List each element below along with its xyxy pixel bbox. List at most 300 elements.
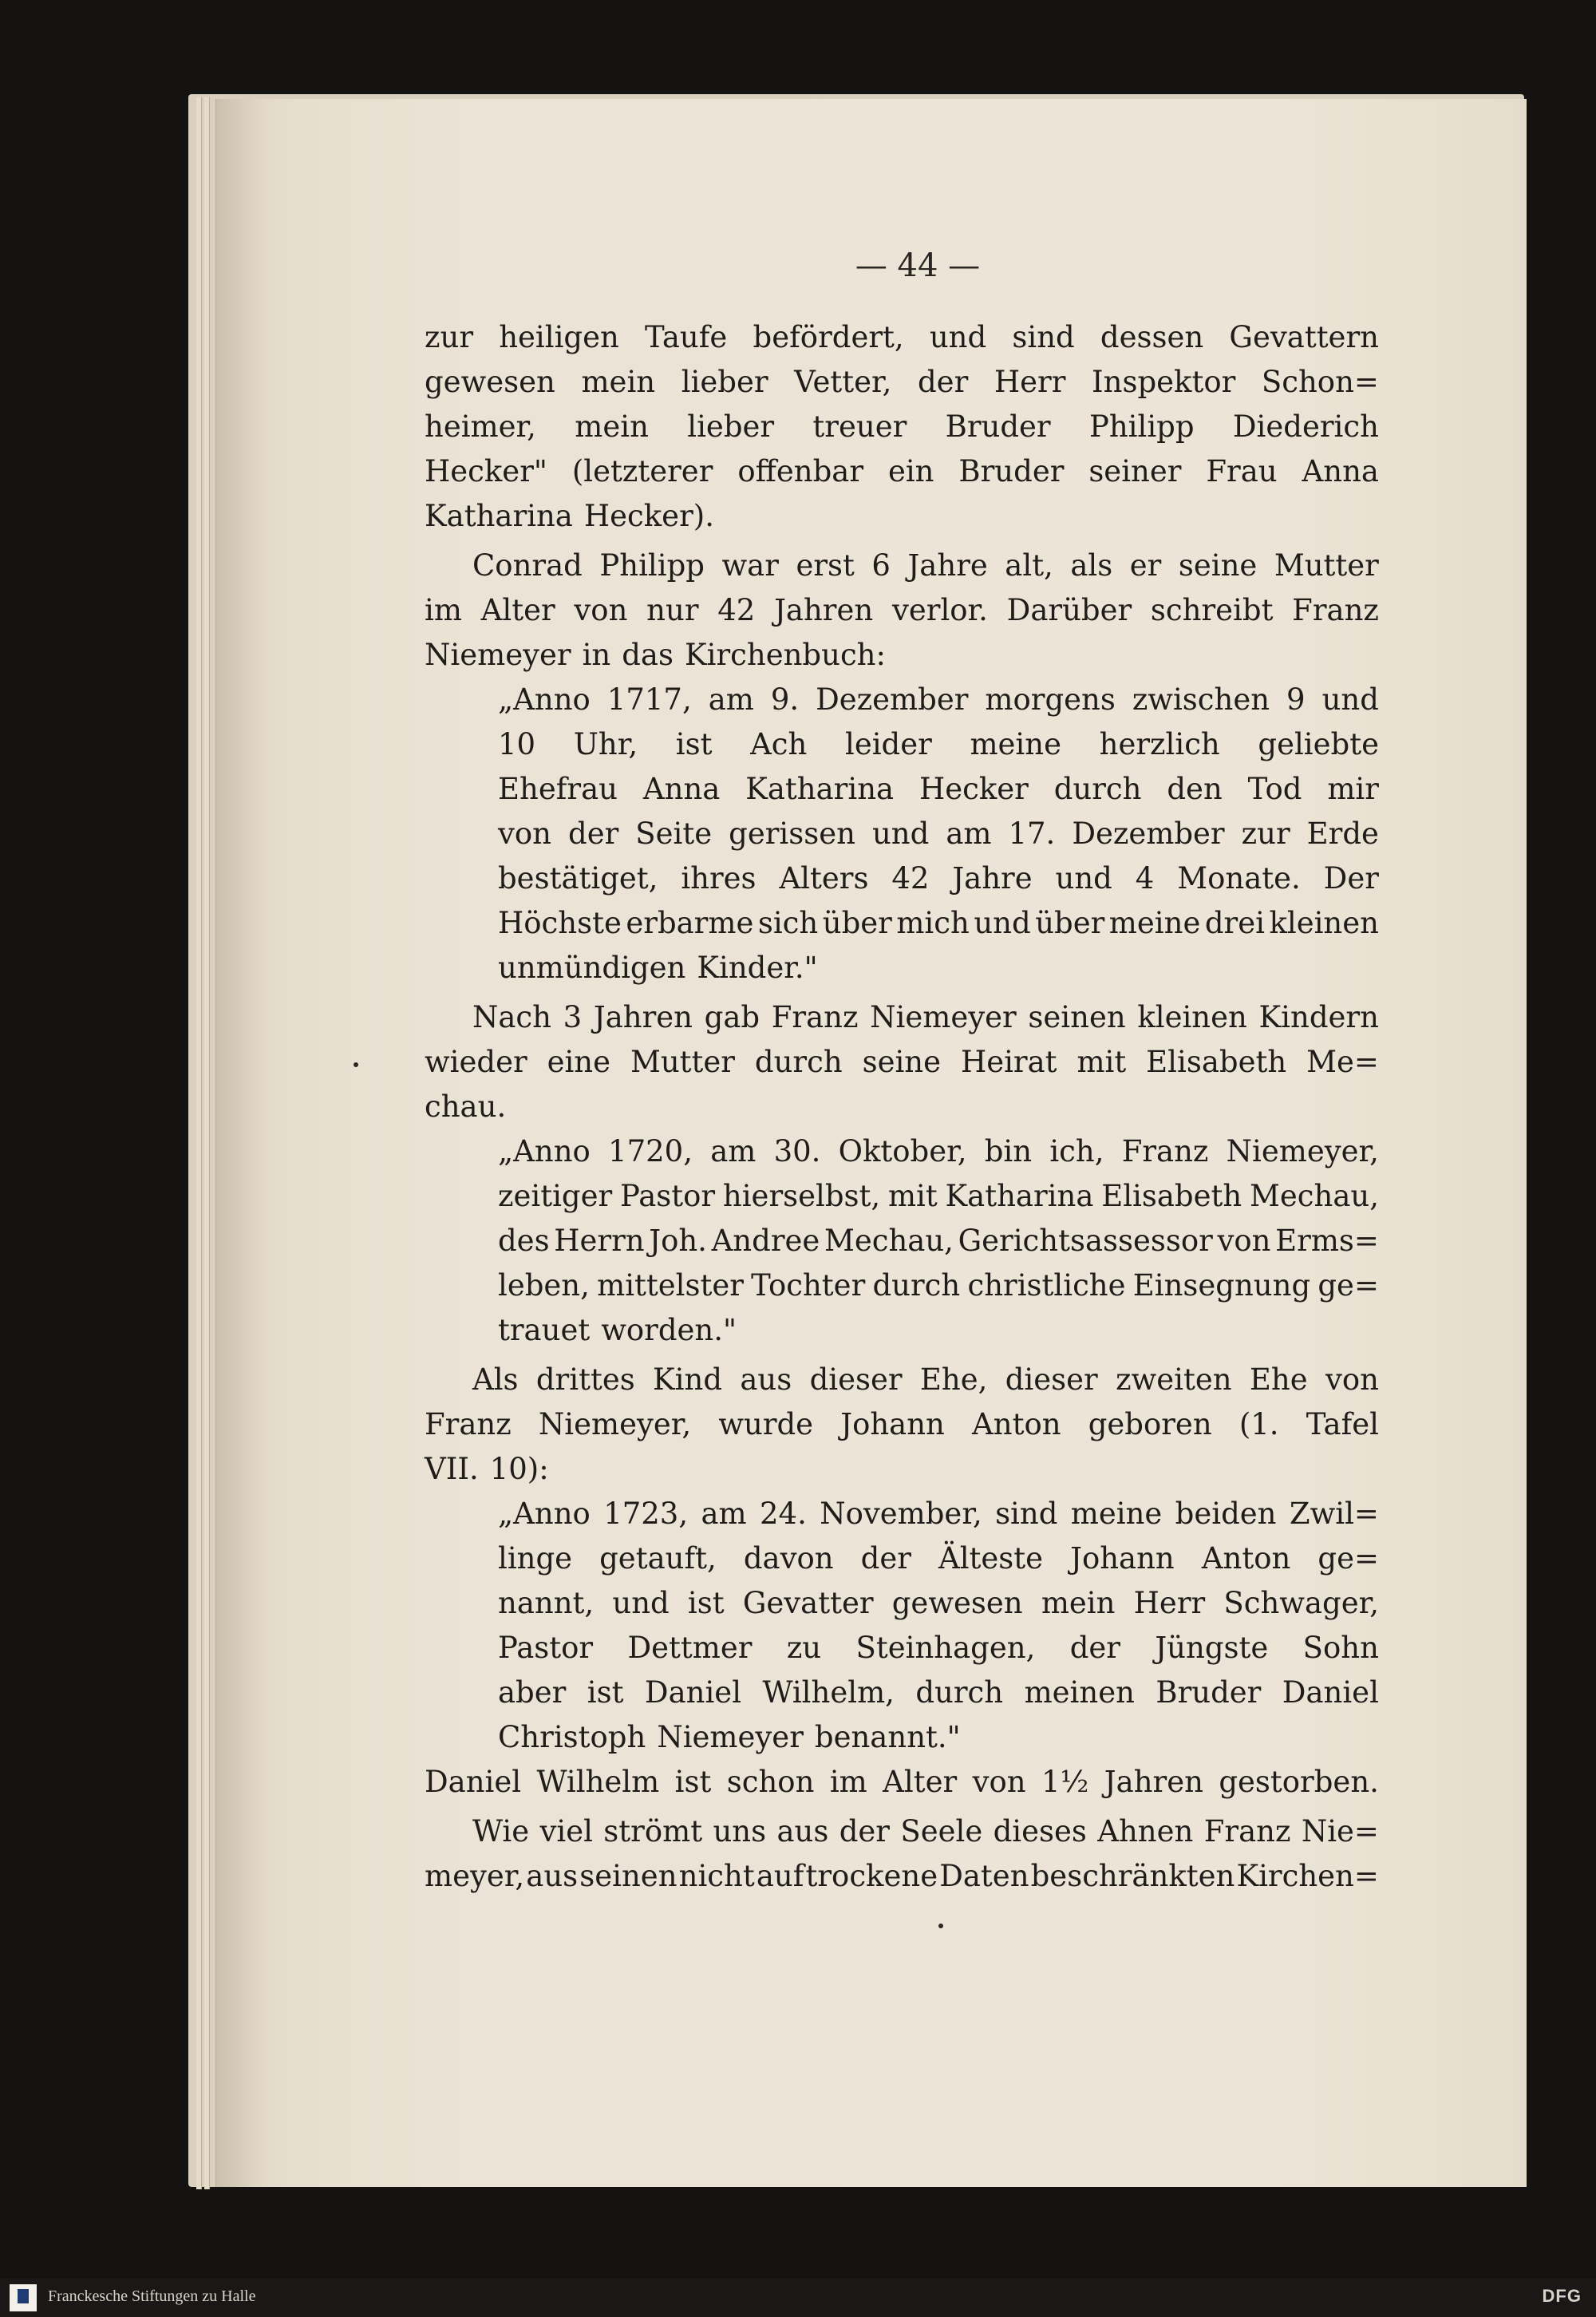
- word: als: [1070, 548, 1113, 583]
- word: befördert,: [753, 320, 904, 354]
- word: nur: [646, 593, 699, 627]
- word: 1½: [1041, 1765, 1089, 1799]
- word: ge=: [1317, 1541, 1379, 1576]
- word: Kinder.": [697, 951, 818, 985]
- word: davon: [743, 1541, 834, 1576]
- word: Niemeyer,: [1226, 1134, 1379, 1168]
- word: Franz: [1121, 1134, 1209, 1168]
- word: mein: [1041, 1586, 1116, 1620]
- word: wieder: [425, 1045, 527, 1079]
- word: Darüber: [1006, 593, 1132, 627]
- word: über: [1035, 906, 1105, 940]
- word: in: [582, 638, 611, 672]
- word: gestorben.: [1219, 1765, 1379, 1799]
- word: sind: [1012, 320, 1075, 354]
- word: zwischen: [1132, 682, 1270, 717]
- word: aus: [776, 1814, 829, 1848]
- word: Taufe: [645, 320, 728, 354]
- word: Johann: [840, 1407, 945, 1441]
- word: zur: [425, 320, 474, 354]
- word: am: [708, 682, 754, 717]
- word: Katharina: [745, 772, 895, 806]
- word: Erms=: [1275, 1224, 1379, 1258]
- word: Oktober,: [838, 1134, 967, 1168]
- word: nannt,: [498, 1586, 595, 1620]
- word: ich,: [1049, 1134, 1104, 1168]
- word: Inspektor: [1092, 365, 1236, 399]
- word: Anton: [972, 1407, 1061, 1441]
- text-line: [425, 1536, 1379, 1581]
- gutter-shadow: [216, 99, 264, 2187]
- word: 4: [1135, 861, 1155, 896]
- text-line: [425, 1219, 1379, 1263]
- page-edge: [196, 97, 202, 2189]
- word: durch: [915, 1675, 1004, 1710]
- footer-institution: Franckesche Stiftungen zu Halle: [48, 2287, 256, 2305]
- word: Elisabeth: [1146, 1045, 1287, 1079]
- word: seiner: [1088, 454, 1182, 488]
- text-line: [425, 1447, 1379, 1492]
- word: 42: [891, 861, 930, 896]
- word: der: [568, 816, 619, 851]
- word: Joh.: [649, 1224, 707, 1258]
- text-line: [425, 946, 1379, 990]
- word: 42: [717, 593, 756, 627]
- word: Kind: [653, 1362, 723, 1397]
- word: war: [721, 548, 779, 583]
- word: Me=: [1306, 1045, 1379, 1079]
- word: beschränkten: [1030, 1859, 1235, 1893]
- word: Ehefrau: [498, 772, 618, 806]
- word: Anna: [1302, 454, 1379, 488]
- word: mein: [581, 365, 656, 399]
- word: von: [1217, 1224, 1271, 1258]
- word: meine: [1070, 1497, 1163, 1531]
- word: strömt: [603, 1814, 703, 1848]
- word: und: [1055, 861, 1112, 896]
- word: Daniel: [1282, 1675, 1379, 1710]
- word: Vetter,: [794, 365, 892, 399]
- word: Daten: [939, 1859, 1029, 1893]
- word: er: [1129, 548, 1162, 583]
- word: mein: [575, 409, 649, 444]
- word: Herr: [994, 365, 1066, 399]
- text-line: [425, 1174, 1379, 1219]
- word: seine: [1178, 548, 1258, 583]
- word: schon: [726, 1765, 815, 1799]
- word: Mutter: [1274, 548, 1379, 583]
- word: Kirchen=: [1236, 1859, 1379, 1893]
- word: gewesen: [425, 365, 555, 399]
- word: VII.: [425, 1452, 479, 1486]
- word: 24.: [760, 1497, 807, 1531]
- text-line: [425, 722, 1379, 767]
- word: November,: [820, 1497, 982, 1531]
- footer-funder: DFG: [1542, 2286, 1582, 2306]
- word: kleinen: [1269, 906, 1379, 940]
- word: Daniel: [644, 1675, 742, 1710]
- word: Gerichtsassessor: [958, 1224, 1213, 1258]
- word: Christoph: [498, 1720, 646, 1754]
- word: Wie: [472, 1814, 530, 1848]
- word: herzlich: [1099, 727, 1220, 761]
- word: Niemeyer: [870, 1000, 1017, 1034]
- word: Johann: [1070, 1541, 1175, 1576]
- word: Anna: [642, 772, 721, 806]
- word: geliebte: [1258, 727, 1379, 761]
- word: Tochter: [751, 1268, 866, 1303]
- word: Hecker: [918, 772, 1029, 806]
- word: heimer,: [425, 409, 536, 444]
- text-line: [425, 588, 1379, 633]
- text-line: [425, 1129, 1379, 1174]
- word: Jahren: [1104, 1765, 1203, 1799]
- word: uns: [713, 1814, 767, 1848]
- text-line: [425, 678, 1379, 722]
- word: Katharina: [945, 1179, 1094, 1213]
- word: geboren: [1088, 1407, 1212, 1441]
- word: Steinhagen,: [855, 1631, 1036, 1665]
- word: Seele: [900, 1814, 983, 1848]
- word: Niemeyer: [657, 1720, 804, 1754]
- word: (letzterer: [571, 454, 713, 488]
- word: am: [710, 1134, 757, 1168]
- word: gerissen: [729, 816, 855, 851]
- word: im: [425, 593, 462, 627]
- word: treuer: [812, 409, 907, 444]
- word: der: [918, 365, 969, 399]
- word: Nie=: [1301, 1814, 1379, 1848]
- word: Hecker": [425, 454, 547, 488]
- word: Einsegnung: [1132, 1268, 1311, 1303]
- word: heiligen: [499, 320, 619, 354]
- word: „Anno: [498, 1497, 591, 1531]
- word: seinen: [1028, 1000, 1126, 1034]
- text-line: [425, 633, 1379, 678]
- word: drei: [1204, 906, 1265, 940]
- word: und: [871, 816, 930, 851]
- word: 17.: [1008, 816, 1056, 851]
- word: und: [612, 1586, 670, 1620]
- word: am: [701, 1497, 747, 1531]
- word: 9.: [770, 682, 800, 717]
- word: Philipp: [1088, 409, 1195, 444]
- word: trockene: [805, 1859, 938, 1893]
- word: alt,: [1005, 548, 1053, 583]
- text-line: [425, 1715, 1379, 1760]
- word: beiden: [1175, 1497, 1277, 1531]
- word: sich: [757, 906, 819, 940]
- word: erst: [796, 548, 855, 583]
- word: von: [498, 816, 552, 851]
- word: Franz: [425, 1407, 512, 1441]
- word: Dezember: [1072, 816, 1225, 851]
- word: von: [574, 593, 628, 627]
- word: dieses: [993, 1814, 1087, 1848]
- word: mittelster: [597, 1268, 744, 1303]
- word: am: [946, 816, 992, 851]
- word: Daniel: [425, 1765, 522, 1799]
- text-line: [425, 1626, 1379, 1671]
- word: Mutter: [630, 1045, 735, 1079]
- word: Als: [472, 1362, 519, 1397]
- word: meine: [970, 727, 1061, 761]
- word: Sohn: [1302, 1631, 1379, 1665]
- word: im: [829, 1765, 867, 1799]
- word: mit: [887, 1179, 938, 1213]
- word: und: [974, 906, 1031, 940]
- word: aus: [526, 1859, 579, 1893]
- word: Diederich: [1232, 409, 1379, 444]
- word: Wilhelm,: [762, 1675, 895, 1710]
- word: Höchste: [498, 906, 622, 940]
- word: das: [622, 638, 674, 672]
- word: Dezember: [816, 682, 969, 717]
- word: Uhr,: [573, 727, 638, 761]
- word: Schon=: [1261, 365, 1379, 399]
- word: Heirat: [960, 1045, 1057, 1079]
- word: Niemeyer: [425, 638, 571, 672]
- word: der: [1069, 1631, 1120, 1665]
- word: durch: [872, 1268, 961, 1303]
- word: ist: [587, 1675, 624, 1710]
- mark-dot: [354, 1062, 358, 1067]
- word: 1720,: [608, 1134, 693, 1168]
- word: bin: [984, 1134, 1033, 1168]
- text-line: [425, 405, 1379, 449]
- text-line: [425, 1358, 1379, 1402]
- word: Gevattern: [1229, 320, 1379, 354]
- word: unmündigen: [498, 951, 686, 985]
- word: durch: [1053, 772, 1142, 806]
- word: Alters: [779, 861, 869, 896]
- word: ge=: [1317, 1268, 1379, 1303]
- word: auf: [756, 1859, 804, 1893]
- word: offenbar: [737, 454, 864, 488]
- text-line: [425, 1809, 1379, 1854]
- word: der: [839, 1814, 890, 1848]
- word: „Anno: [498, 1134, 591, 1168]
- word: Conrad: [472, 548, 583, 583]
- word: seinen: [579, 1859, 678, 1893]
- text-line: [425, 1492, 1379, 1536]
- word: kleinen: [1137, 1000, 1247, 1034]
- text-line: [425, 1040, 1379, 1085]
- word: Franz: [1292, 593, 1379, 627]
- word: zur: [1241, 816, 1290, 851]
- mark-dot: [938, 1924, 943, 1928]
- word: 1723,: [603, 1497, 689, 1531]
- word: nicht: [678, 1859, 755, 1893]
- word: sind: [995, 1497, 1058, 1531]
- word: Philipp: [599, 548, 705, 583]
- word: benannt.": [814, 1720, 961, 1754]
- word: gewesen: [891, 1586, 1023, 1620]
- word: 9: [1286, 682, 1306, 717]
- word: mir: [1327, 772, 1379, 806]
- word: schreibt: [1150, 593, 1274, 627]
- text-line: [425, 494, 1379, 539]
- word: ist: [687, 1586, 725, 1620]
- word: von: [1325, 1362, 1379, 1397]
- word: 3: [563, 1000, 583, 1034]
- word: chau.: [425, 1089, 507, 1124]
- text-line: [425, 767, 1379, 812]
- word: leider: [844, 727, 932, 761]
- word: Ehe,: [919, 1362, 988, 1397]
- word: meyer,: [425, 1859, 525, 1893]
- text-line: [425, 856, 1379, 901]
- word: Der: [1323, 861, 1379, 896]
- word: mich: [896, 906, 970, 940]
- word: Franz: [1203, 1814, 1291, 1848]
- word: des: [498, 1224, 550, 1258]
- word: gab: [704, 1000, 760, 1034]
- word: leben,: [498, 1268, 590, 1303]
- word: Ach: [750, 727, 808, 761]
- word: Seite: [635, 816, 713, 851]
- word: getauft,: [599, 1541, 717, 1576]
- text-line: [425, 995, 1379, 1040]
- word: Kirchenbuch:: [684, 638, 886, 672]
- text-line: [425, 901, 1379, 946]
- word: ist: [675, 727, 713, 761]
- word: trauet: [498, 1313, 591, 1347]
- word: 10: [498, 727, 536, 761]
- text-line: [425, 360, 1379, 405]
- word: und: [1321, 682, 1379, 717]
- word: Franz: [771, 1000, 859, 1034]
- word: Bruder: [945, 409, 1051, 444]
- word: durch: [754, 1045, 843, 1079]
- text-line: [425, 1085, 1379, 1129]
- word: Jahren: [593, 1000, 693, 1034]
- text-line: [425, 1308, 1379, 1353]
- word: dessen: [1100, 320, 1204, 354]
- word: Alter: [480, 593, 555, 627]
- word: Jahre: [952, 861, 1033, 896]
- word: Anton: [1201, 1541, 1291, 1576]
- word: 30.: [773, 1134, 821, 1168]
- text-line: [425, 544, 1379, 588]
- word: von: [972, 1765, 1026, 1799]
- word: meinen: [1024, 1675, 1135, 1710]
- word: Dettmer: [627, 1631, 753, 1665]
- word: hierselbst,: [722, 1179, 881, 1213]
- word: Wilhelm: [536, 1765, 660, 1799]
- text-line: [425, 1671, 1379, 1715]
- word: lieber: [681, 365, 768, 399]
- word: Tafel: [1306, 1407, 1379, 1441]
- text-line: [425, 449, 1379, 494]
- word: Erde: [1306, 816, 1379, 851]
- word: drittes: [535, 1362, 635, 1397]
- word: viel: [539, 1814, 593, 1848]
- word: Herr: [1133, 1586, 1206, 1620]
- word: dieser: [809, 1362, 903, 1397]
- word: lieber: [687, 409, 775, 444]
- word: Jahren: [774, 593, 874, 627]
- word: Pastor: [619, 1179, 716, 1213]
- word: über: [822, 906, 892, 940]
- word: Schwager,: [1223, 1586, 1379, 1620]
- word: dieser: [1005, 1362, 1098, 1397]
- text-line: [425, 1854, 1379, 1899]
- word: seine: [862, 1045, 942, 1079]
- word: ihres: [681, 861, 757, 896]
- word: christliche: [967, 1268, 1126, 1303]
- word: Jüngste: [1155, 1631, 1269, 1665]
- word: Andree: [711, 1224, 820, 1258]
- word: bestätiget,: [498, 861, 658, 896]
- word: zweiten: [1116, 1362, 1232, 1397]
- institution-logo: [10, 2284, 37, 2311]
- text-line: [425, 812, 1379, 856]
- word: 10):: [489, 1452, 549, 1486]
- word: linge: [498, 1541, 573, 1576]
- word: Frau: [1206, 454, 1278, 488]
- word: erbarme: [626, 906, 754, 940]
- word: Elisabeth: [1101, 1179, 1242, 1213]
- word: meine: [1108, 906, 1201, 940]
- word: und: [929, 320, 987, 354]
- word: aus: [740, 1362, 792, 1397]
- word: Zwil=: [1289, 1497, 1379, 1531]
- word: den: [1167, 772, 1223, 806]
- word: wurde: [718, 1407, 814, 1441]
- word: Bruder: [1156, 1675, 1262, 1710]
- word: Alter: [883, 1765, 958, 1799]
- word: ist: [674, 1765, 712, 1799]
- word: Gevatter: [742, 1586, 874, 1620]
- word: „Anno: [498, 682, 591, 717]
- page-edge: [204, 97, 210, 2189]
- word: mit: [1077, 1045, 1127, 1079]
- word: Bruder: [958, 454, 1065, 488]
- word: zeitiger: [498, 1179, 613, 1213]
- word: Pastor: [498, 1631, 594, 1665]
- word: 1717,: [606, 682, 692, 717]
- word: Jahre: [907, 548, 988, 583]
- word: ein: [887, 454, 934, 488]
- word: (1.: [1238, 1407, 1279, 1441]
- word: Kindern: [1258, 1000, 1379, 1034]
- word: zu: [786, 1631, 822, 1665]
- word: Monate.: [1177, 861, 1301, 896]
- text-line: [425, 1760, 1379, 1805]
- text-block: [425, 315, 1379, 1899]
- word: Nach: [472, 1000, 551, 1034]
- word: eine: [547, 1045, 611, 1079]
- text-line: [425, 1581, 1379, 1626]
- word: Herrn: [554, 1224, 645, 1258]
- word: aber: [498, 1675, 567, 1710]
- word: Katharina: [425, 499, 573, 533]
- word: worden.": [601, 1313, 737, 1347]
- word: verlor.: [891, 593, 988, 627]
- page-number: — 44 —: [855, 247, 981, 284]
- text-line: [425, 315, 1379, 360]
- text-line: [425, 1263, 1379, 1308]
- word: Hecker).: [583, 499, 714, 533]
- word: Ahnen: [1097, 1814, 1194, 1848]
- word: der: [860, 1541, 911, 1576]
- word: morgens: [985, 682, 1116, 717]
- word: Älteste: [938, 1541, 1044, 1576]
- word: Mechau,: [824, 1224, 954, 1258]
- word: 6: [871, 548, 891, 583]
- word: Niemeyer,: [538, 1407, 692, 1441]
